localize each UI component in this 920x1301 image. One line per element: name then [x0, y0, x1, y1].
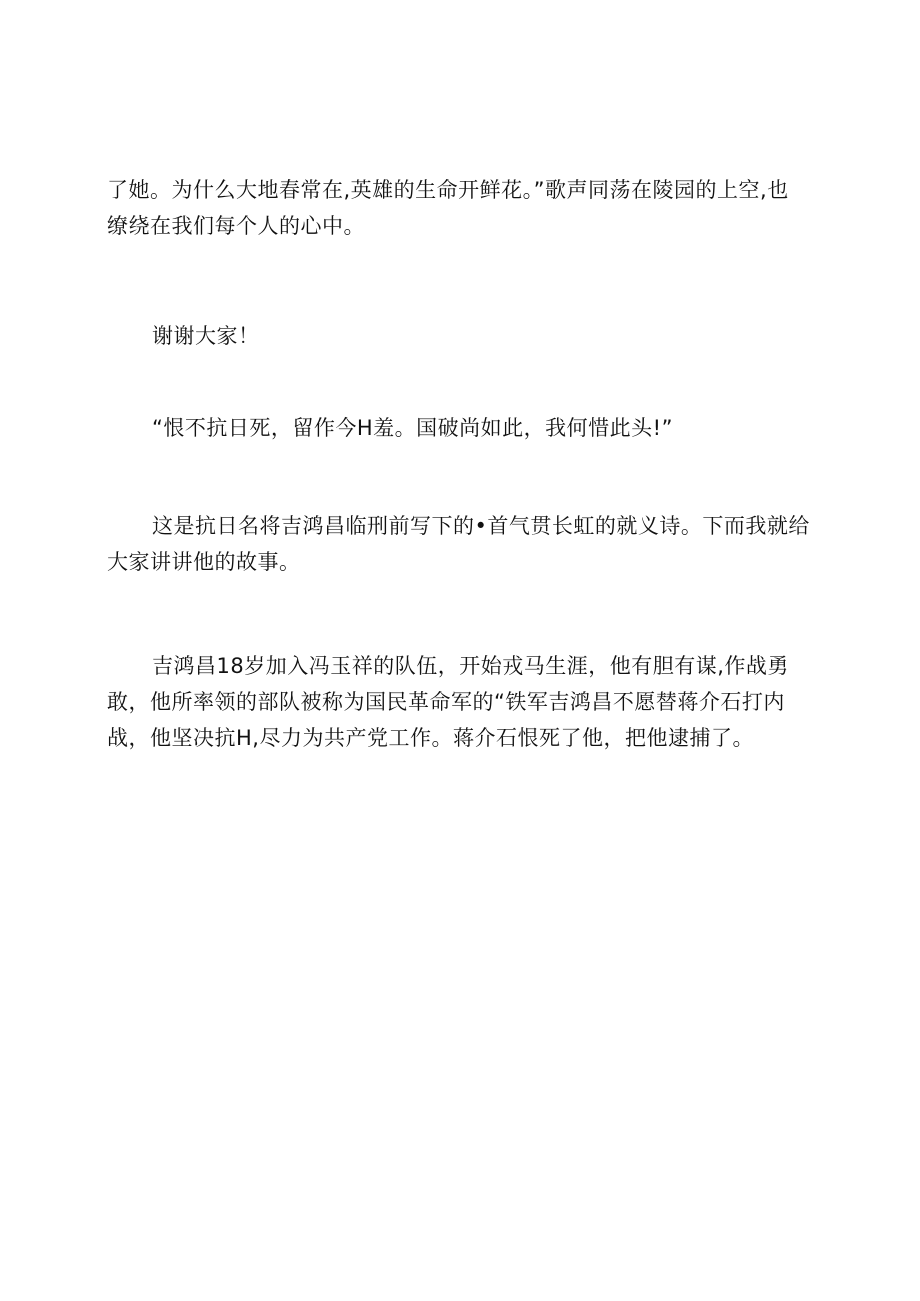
text-line: 了她。为什么大地春常在,英雄的生命开鲜花。”歌声同荡在陵园的上空,也: [107, 178, 789, 202]
paragraph-poem-quote: [152, 410, 673, 446]
paragraph-thanks: [152, 318, 260, 354]
text-line: 缭绕在我们每个人的心中。: [107, 214, 365, 238]
text-line: 战，他坚决抗H,尽力为共产党工作。蒋介石恨死了他，把他逮捕了。: [107, 726, 754, 750]
text-line: 大家讲讲他的故事。: [107, 550, 301, 574]
text-line: “恨不抗日死，留作今H羞。国破尚如此，我何惜此头!”: [152, 416, 673, 440]
paragraph-poem-intro: [107, 508, 810, 580]
text-line: 吉鸿昌18岁加入冯玉祥的队伍，开始戎马生涯，他有胆有谋,作战勇: [152, 654, 789, 678]
paragraph-elegy-ending: [107, 172, 789, 244]
text-line: 这是抗日名将吉鸿昌临刑前写下的•首气贯长虹的就义诗。下而我就给: [152, 514, 810, 538]
text-line: 敢，他所率领的部队被称为国民革命军的“铁军吉鸿昌不愿替蒋介石打内: [107, 690, 785, 714]
paragraph-biography: [107, 648, 789, 756]
text-line: 谢谢大家！: [152, 324, 260, 348]
